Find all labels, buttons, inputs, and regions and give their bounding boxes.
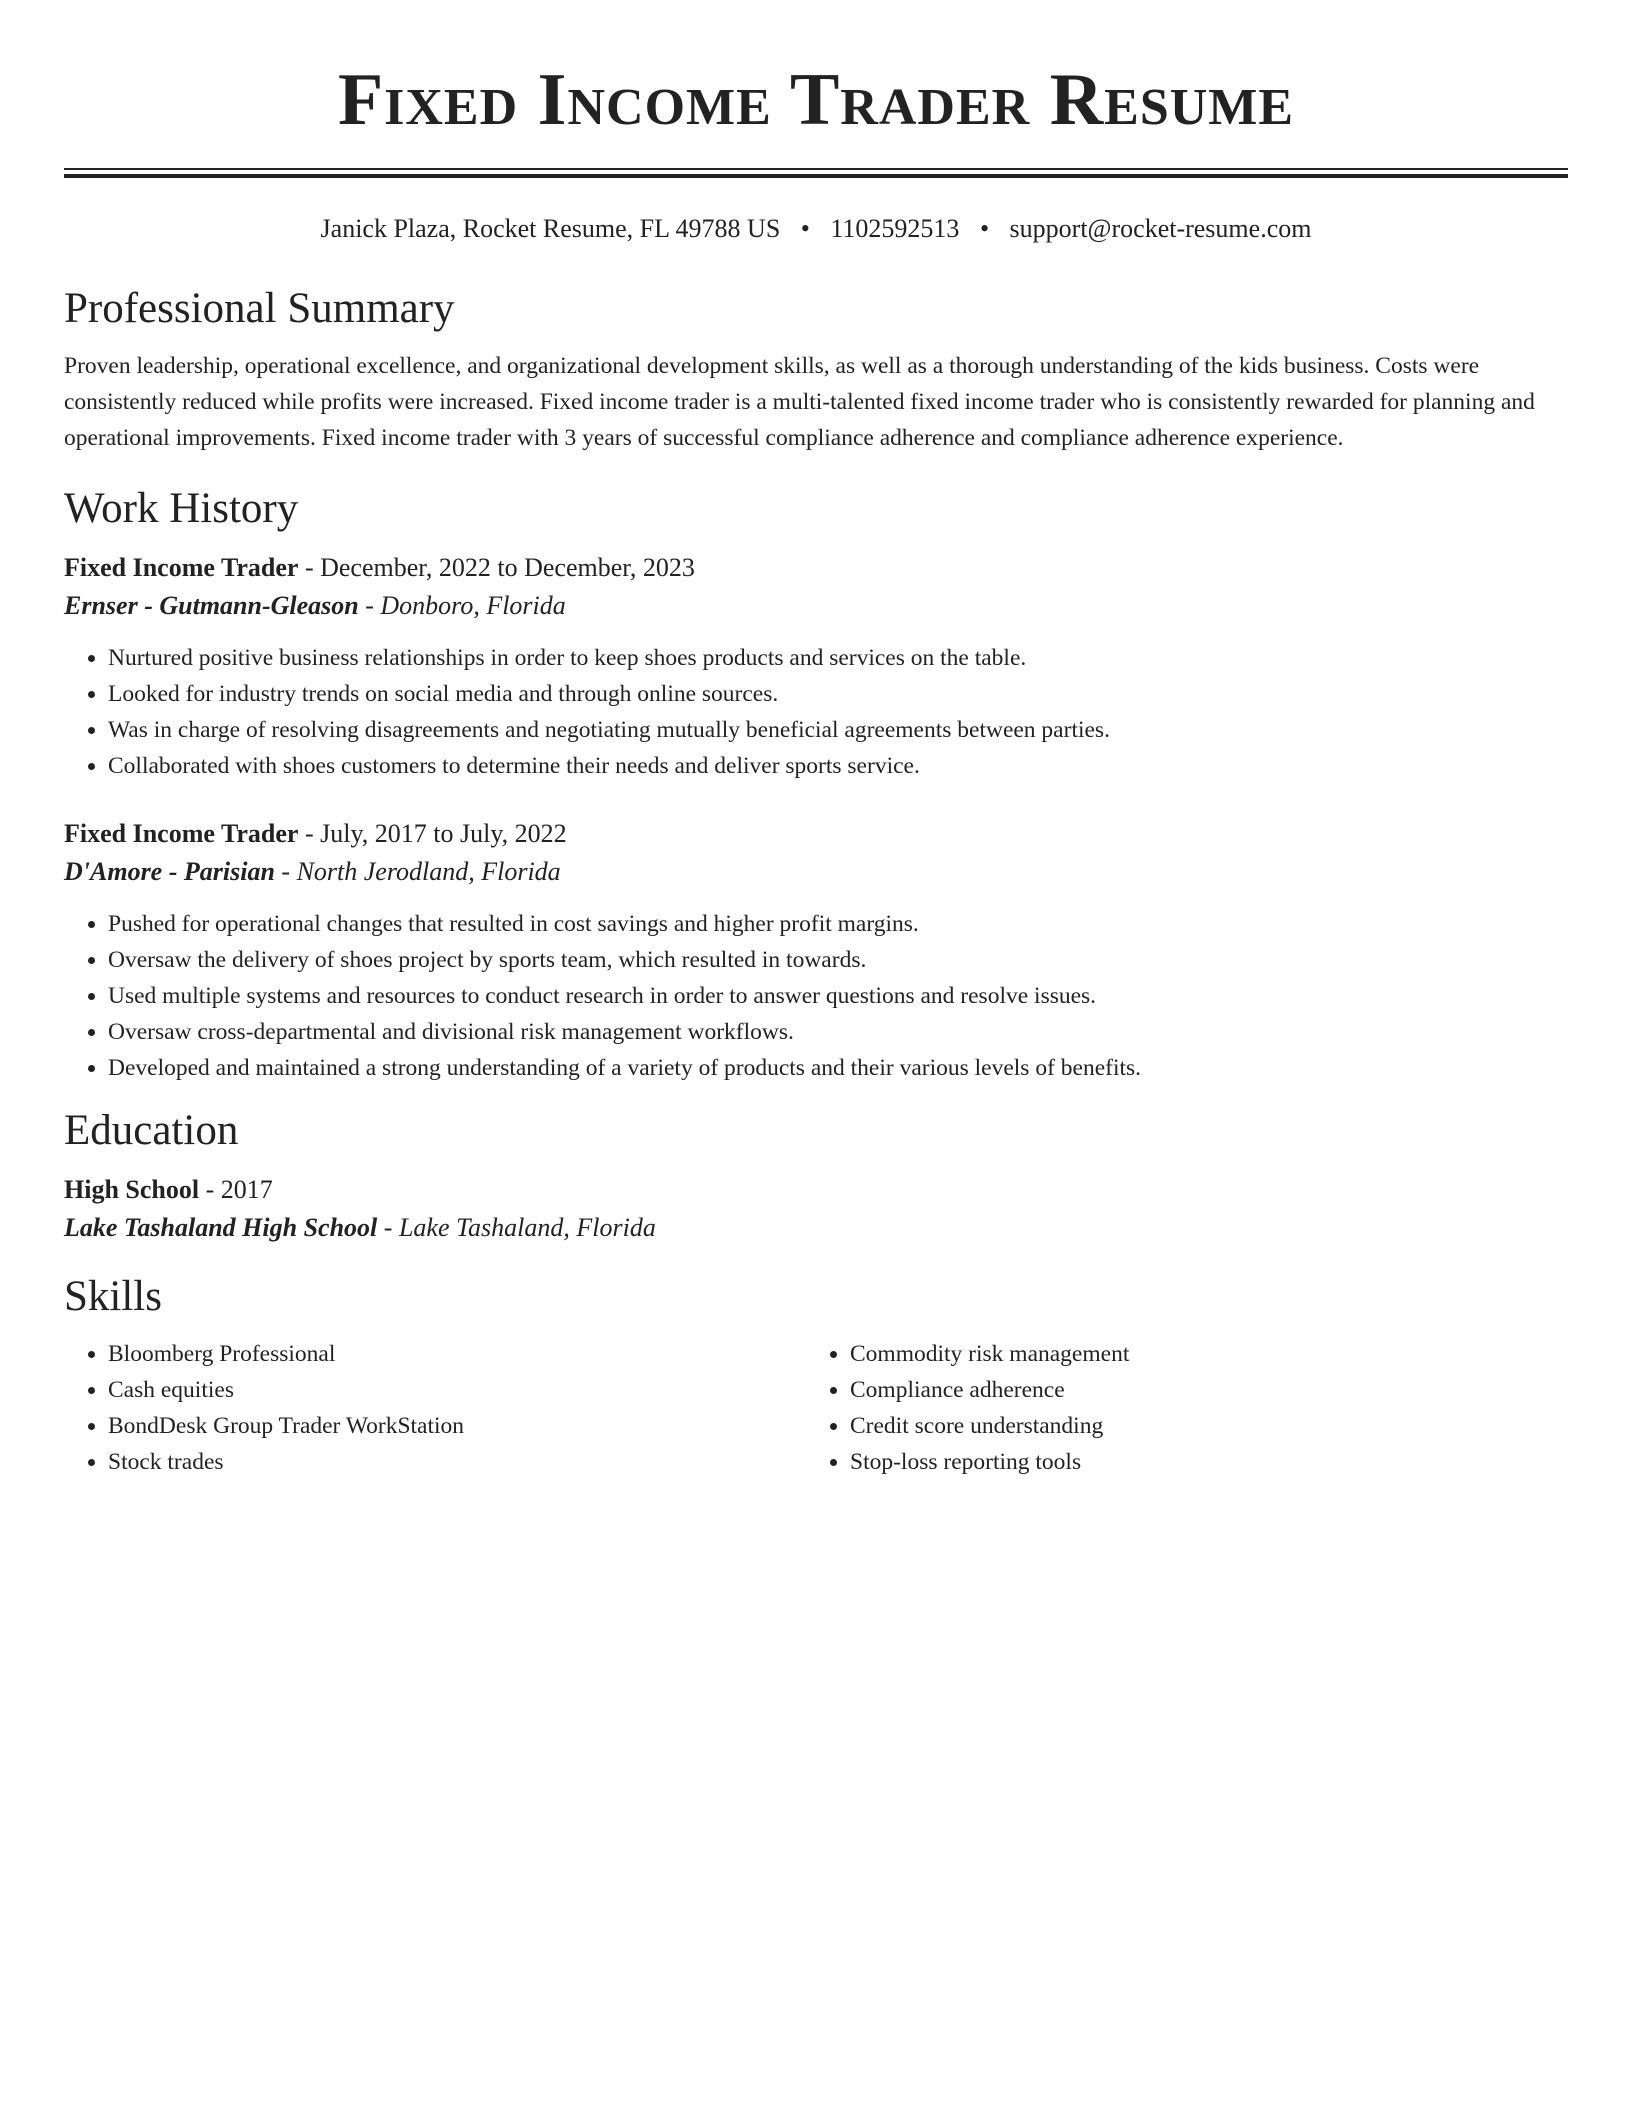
contact-separator: •: [800, 214, 810, 243]
resume-page: [64, 0, 1568, 1480]
job-dates: - July, 2017 to July, 2022: [298, 819, 567, 848]
job-header: [64, 550, 1568, 586]
contact-separator: •: [979, 214, 990, 243]
job-role: Fixed Income Trader: [64, 819, 299, 848]
list-item: • Used multiple systems and resources to conduct research in order to answer questions and resolve issues.: [108, 978, 1568, 1014]
job-company: D'Amore - Parisian: [64, 857, 275, 886]
skills-list-right: [806, 1336, 1548, 1480]
job-role: Fixed Income Trader: [64, 553, 299, 582]
job-duties-list: [64, 640, 1568, 784]
school-location: - Lake Tashaland, Florida: [377, 1213, 656, 1242]
job-entry: [64, 550, 1568, 784]
list-item: • Stop-loss reporting tools: [850, 1444, 1548, 1480]
list-item: • Cash equities: [108, 1372, 806, 1408]
list-item: • Nurtured positive business relationships in order to keep shoes products and services on the table.: [108, 640, 1568, 676]
school-name: Lake Tashaland High School: [64, 1213, 378, 1242]
education-school: [64, 1208, 1568, 1248]
title-divider: [64, 168, 1568, 178]
summary-heading: Professional Summary: [64, 285, 455, 332]
list-item: • Developed and maintained a strong understanding of a variety of products and their various levels of benefits.: [108, 1050, 1568, 1086]
job-entry: [64, 816, 1568, 1086]
education-year: - 2017: [199, 1175, 273, 1204]
resume-title: Fixed Income Trader Resume: [337, 59, 1295, 141]
contact-line: [64, 212, 1568, 246]
list-item: • Collaborated with shoes customers to determine their needs and deliver sports service.: [108, 748, 1568, 784]
list-item: • Bloomberg Professional: [108, 1336, 806, 1372]
job-location: - North Jerodland, Florida: [274, 857, 561, 886]
summary-text: Proven leadership, operational excellence, and organizational development skills, as well as a thorough understanding of the kids business. Costs were consistently reduced while profits were increased. Fixed income trader is a multi-talented fixed income trader who is consistently rewarded for planning and operational improvements. Fixed income trader with 3 years of successful compliance adherence and compliance adherence experience.: [64, 353, 1535, 451]
list-item: • Looked for industry trends on social media and through online sources.: [108, 676, 1568, 712]
contact-email: support@rocket-resume.com: [1009, 214, 1312, 243]
skills-list-left: [64, 1336, 806, 1480]
job-dates: - December, 2022 to December, 2023: [298, 553, 695, 582]
job-duties-list: [64, 906, 1568, 1086]
list-item: • Oversaw cross-departmental and divisional risk management workflows.: [108, 1014, 1568, 1050]
list-item: • Commodity risk management: [850, 1336, 1548, 1372]
skills-grid: [64, 1336, 1568, 1480]
list-item: • Compliance adherence: [850, 1372, 1548, 1408]
education-header: [64, 1172, 1568, 1208]
education-heading: Education: [64, 1107, 239, 1154]
job-header: [64, 816, 1568, 852]
skills-heading: Skills: [64, 1273, 162, 1320]
job-company: Ernser - Gutmann-Gleason: [64, 591, 359, 620]
contact-phone: 1102592513: [830, 214, 960, 243]
list-item: • Oversaw the delivery of shoes project by sports team, which resulted in towards.: [108, 942, 1568, 978]
job-employer: [64, 852, 1568, 892]
list-item: • BondDesk Group Trader WorkStation: [108, 1408, 806, 1444]
work-history-heading: Work History: [64, 485, 299, 532]
job-location: - Donboro, Florida: [358, 591, 566, 620]
contact-address: Janick Plaza, Rocket Resume, FL 49788 US: [320, 214, 781, 243]
list-item: • Stock trades: [108, 1444, 806, 1480]
list-item: • Pushed for operational changes that resulted in cost savings and higher profit margins.: [108, 906, 1568, 942]
list-item: • Credit score understanding: [850, 1408, 1548, 1444]
list-item: • Was in charge of resolving disagreements and negotiating mutually beneficial agreements between parties.: [108, 712, 1568, 748]
job-employer: [64, 586, 1568, 626]
education-degree: High School: [64, 1175, 200, 1204]
